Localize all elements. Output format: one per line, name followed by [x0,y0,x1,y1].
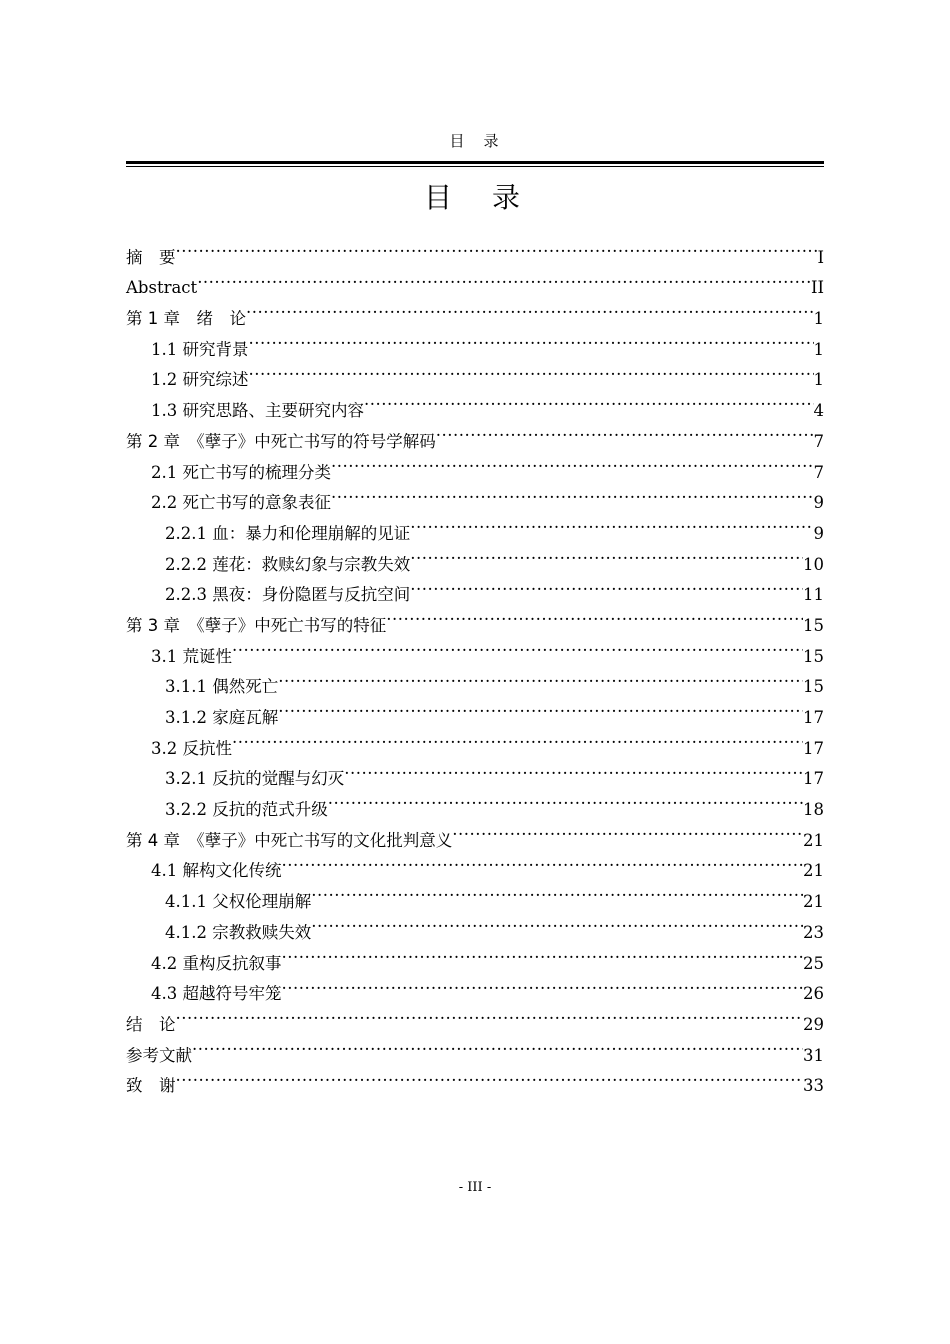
toc-leader-dots [311,876,803,907]
toc-entry-page: 18 [803,800,824,820]
toc-entry-page: 9 [813,523,824,543]
toc-leader-dots [176,999,804,1030]
toc-leader-dots [249,324,814,355]
toc-entry-label: 第 1 章 绪 论 [126,309,246,329]
toc-entry-label: 第 2 章 《孽子》中死亡书写的符号学解码 [126,431,436,451]
toc-entry-page: 25 [803,953,824,973]
toc-entry-page: 29 [803,1014,824,1034]
toc-entry-label: 2.2.1 血：暴力和伦理崩解的见证 [165,523,411,543]
toc-entry-page: 4 [813,401,824,421]
toc-leader-dots [282,846,804,877]
toc-leader-dots [331,447,814,478]
toc-leader-dots [331,478,814,509]
toc-entry-label: 4.1.1 父权伦理崩解 [165,892,312,912]
toc-leader-dots [344,754,803,785]
toc-leader-dots [232,723,803,754]
toc-entry-label: 第 4 章 《孽子》中死亡书写的文化批判意义 [126,830,453,850]
table-of-contents [126,232,824,1096]
toc-entry-page: 7 [813,431,824,451]
toc-entry-label: 3.1.1 偶然死亡 [165,677,279,697]
page-number-footer: - III - [458,1180,492,1195]
toc-leader-dots [410,508,813,539]
toc-entry-page: 17 [803,769,824,789]
toc-leader-dots [232,631,803,662]
toc-leader-dots [311,907,803,938]
toc-entry-label: 4.1.2 宗教救赎失效 [165,922,312,942]
toc-entry-page: 21 [803,892,824,912]
toc-entry-label: 参考文献 [126,1045,192,1065]
toc-entry-page: 9 [813,493,824,513]
toc-entry-page: 17 [803,738,824,758]
toc-entry-page: 33 [803,1076,824,1096]
toc-entry-label: 摘 要 [126,247,176,267]
toc-leader-dots [197,263,811,294]
toc-leader-dots [436,416,814,447]
toc-entry-page: 21 [803,861,824,881]
toc-entry-label: 结 论 [126,1014,176,1034]
toc-entry-label: 3.1.2 家庭瓦解 [165,708,279,727]
toc-entry-label: 4.1 解构文化传统 [151,861,282,881]
toc-entry-label: 2.1 死亡书写的梳理分类 [151,462,331,482]
toc-entry-page: 15 [803,646,824,666]
header-rule-thin [126,166,824,167]
toc-leader-dots [278,662,803,693]
running-header: 目 录 [449,132,501,150]
toc-entry-label: 1.1 研究背景 [151,339,249,359]
toc-entry-page: II [810,278,824,298]
toc-entry-page: 1 [813,309,824,329]
toc-entry-page: 23 [803,922,824,942]
toc-entry-page: 17 [803,708,824,727]
toc-leader-dots [386,600,803,631]
toc-entry-page: 1 [813,339,824,359]
toc-leader-dots [176,232,818,263]
toc-leader-dots [278,692,803,723]
toc-leader-dots [410,539,803,570]
toc-entry-page: 15 [803,615,824,635]
toc-entry-page: 10 [803,554,824,574]
toc-entry[interactable] [126,1030,824,1065]
toc-entry-page: 21 [803,830,824,850]
toc-entry-page: 15 [803,677,824,697]
toc-entry-page: 31 [803,1045,824,1065]
toc-entry-label: 第 3 章 《孽子》中死亡书写的特征 [126,615,387,635]
toc-entry[interactable] [126,293,824,329]
toc-leader-dots [282,969,804,1000]
toc-entry-page: 1 [813,370,824,390]
toc-entry-page: I [817,247,824,267]
toc-entry-page: 7 [813,462,824,482]
toc-entry-label: 致 谢 [126,1076,176,1096]
toc-entry-label: Abstract [126,278,198,298]
toc-entry-page: 11 [803,585,824,605]
toc-leader-dots [410,570,803,601]
toc-leader-dots [282,938,804,969]
toc-entry-label: 2.2 死亡书写的意象表征 [151,493,331,513]
toc-entry-label: 3.2 反抗性 [151,738,232,758]
toc-entry[interactable] [126,263,824,298]
toc-leader-dots [328,784,803,815]
toc-entry-label: 4.2 重构反抗叙事 [151,953,282,973]
toc-entry-label: 1.3 研究思路、主要研究内容 [151,401,364,421]
toc-leader-dots [246,293,814,324]
toc-entry-label: 1.2 研究综述 [151,370,249,390]
toc-leader-dots [364,385,814,416]
toc-entry[interactable] [126,1061,824,1096]
toc-leader-dots [249,355,814,386]
toc-entry-label: 3.1 荒诞性 [151,646,232,666]
toc-entry-page: 26 [803,984,824,1004]
toc-entry[interactable] [126,999,824,1034]
toc-entry-label: 2.2.2 莲花：救赎幻象与宗教失效 [165,554,411,574]
toc-entry-label: 3.2.1 反抗的觉醒与幻灭 [165,769,345,789]
toc-leader-dots [452,815,803,846]
header-rule-thick [126,161,824,164]
toc-leader-dots [176,1061,804,1092]
page-title: 目 录 [423,181,526,214]
toc-leader-dots [192,1030,803,1061]
toc-entry[interactable] [126,232,824,267]
toc-entry-label: 3.2.2 反抗的范式升级 [165,800,328,820]
toc-entry-label: 2.2.3 黑夜：身份隐匿与反抗空间 [165,585,411,605]
toc-entry-label: 4.3 超越符号牢笼 [151,984,282,1004]
